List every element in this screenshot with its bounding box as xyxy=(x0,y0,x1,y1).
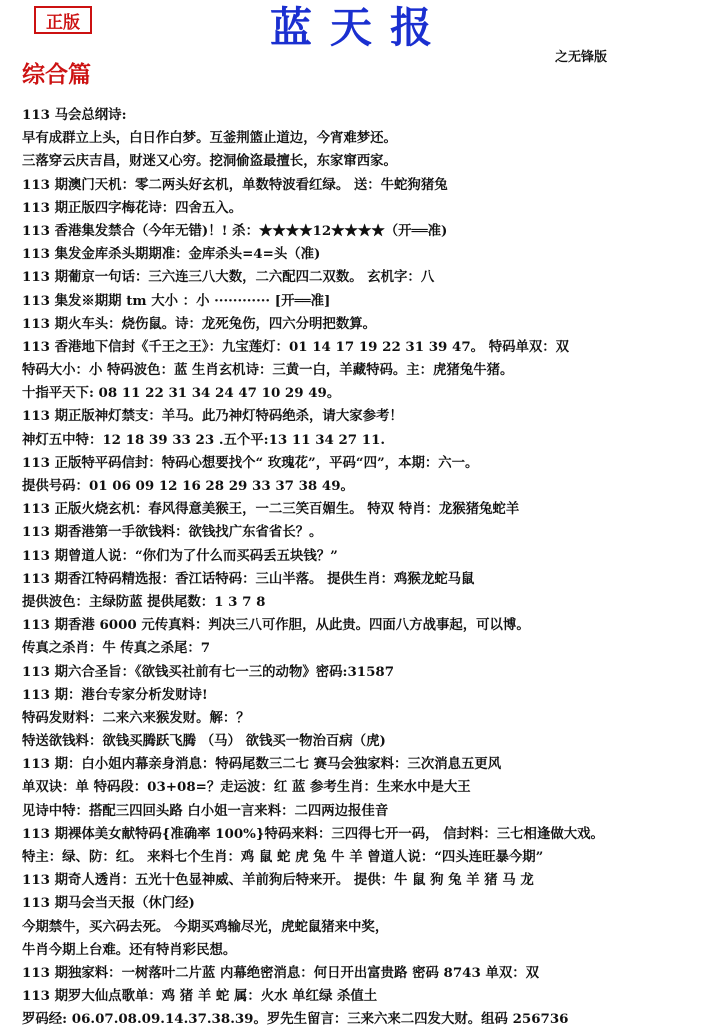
text-line: 113 期正版四字梅花诗：四舍五入。 xyxy=(22,199,243,216)
text-line: 113 期曾道人说：“你们为了什么而买码丢五块钱？” xyxy=(22,547,338,564)
text-line: 单双诀：单 特码段：03+08=？走运波：红 蓝 参考生肖：生来水中是大王 xyxy=(22,779,471,796)
text-line: 113 正版火烧玄机：春风得意美猴王，一二三笑百媚生。 特双 特肖：龙猴猪兔蛇羊 xyxy=(22,501,520,518)
genuine-edition-badge: 正版 xyxy=(34,6,92,34)
text-line: 113 期香江特码精选报：香江话特码：三山半落。 提供生肖：鸡猴龙蛇马鼠 xyxy=(22,570,475,587)
text-line: 113 期裸体美女献特码{准确率 100%}特码来料：三四得七开一码， 信封料：三七相逢做大戏。 xyxy=(22,825,604,842)
text-line: 113 期：港台专家分析发财诗! xyxy=(22,686,208,703)
edition-label: 之无锋版 xyxy=(555,50,608,65)
text-line: 113 期火车头：烧伤鼠。诗：龙死兔伤，四六分明把数算。 xyxy=(22,315,376,332)
text-line: 特主：绿、防：红。 来料七个生肖：鸡 鼠 蛇 虎 兔 牛 羊 曾道人说：“四头连旺暴今期” xyxy=(22,849,544,865)
section-heading: 综合篇 xyxy=(22,61,91,88)
text-line: 113 集发※期期 tm 大小 ：小 ············ [开══准] xyxy=(22,292,331,309)
text-line: 今期禁牛，买六码去死。 今期买鸡输尽光，虎蛇鼠猪来中奖， xyxy=(22,918,389,935)
text-line: 传真之杀肖：牛 传真之杀尾：7 xyxy=(22,640,211,657)
text-line: 特送欲钱料：欲钱买腾跃飞腾 （马） 欲钱买一物治百病（虎) xyxy=(22,733,386,750)
text-line: 特码发财料：二来六来猴发财。解：？ xyxy=(22,709,250,726)
text-line: 十指平天下: 08 11 22 31 34 24 47 10 29 49。 xyxy=(22,385,341,402)
text-line: 提供波色：主绿防蓝 提供尾数：1 3 7 8 xyxy=(22,593,266,610)
text-line: 113 集发金库杀头期期准：金库杀头=4=头（准) xyxy=(22,246,321,263)
text-line: 牛肖今期上台难。还有特肖彩民想。 xyxy=(22,941,237,958)
text-line: 113 期香港 6000 元传真料：判决三八可作胆，从此贵。四面八方战事起，可以博。 xyxy=(22,617,530,634)
text-line: 113 马会总纲诗: xyxy=(22,107,127,123)
text-line: 三落穿云庆吉昌，财迷又心穷。挖洞偷盗最擅长，东家窜西家。 xyxy=(22,153,397,170)
text-line: 113 香港地下信封《千王之王》：九宝莲灯：01 14 17 19 22 31 39 47。 特码单双：双 xyxy=(22,338,570,355)
text-line: 早有成群立上头，白日作白梦。互釜荆篮止道边，今宵难梦还。 xyxy=(22,130,397,147)
text-line: 113 期正版神灯禁支：羊马。此乃神灯特码绝杀，请大家参考！ xyxy=(22,408,403,425)
text-line: 113 期：白小姐内幕亲身消息：特码尾数三二七 赛马会独家料：三次消息五更风 xyxy=(22,756,502,773)
text-line: 113 期澳门天机：零二两头好玄机，单数特波看红绿。 送：牛蛇狗猪兔 xyxy=(22,176,448,193)
text-line: 113 期独家料：一树落叶二片蓝 内幕绝密消息：何日开出富贵路 密码 8743 单双：双 xyxy=(22,964,540,981)
text-line: 113 期葡京一句话：三六连三八大数，二六配四二双数。 玄机字：八 xyxy=(22,269,435,286)
text-line: 113 期马会当天报（休门经) xyxy=(22,895,195,912)
text-line: 113 香港集发禁合（今年无错)！! 杀：★★★★12★★★★（开══准) xyxy=(22,222,448,239)
text-line: 113 期六合圣旨：《欲钱买社前有七一三的动物》密码:31587 xyxy=(22,663,395,680)
text-line: 罗码经: 06.07.08.09.14.37.38.39。罗先生留言：三来六来二四发大财。组码 256736 xyxy=(22,1011,569,1028)
text-line: 113 正版特平码信封：特码心想要找个“ 玫瑰花”，平码“四”，本期：六一。 xyxy=(22,454,479,471)
text-line: 神灯五中特：12 18 39 33 23 .五个平:13 11 34 27 11. xyxy=(22,431,386,448)
text-line: 特码大小：小 特码波色：蓝 生肖玄机诗：三黄一白，羊藏特码。主：虎猪兔牛猪。 xyxy=(22,362,514,379)
newspaper-title: 蓝天报 xyxy=(269,3,450,52)
text-line: 提供号码：01 06 09 12 16 28 29 33 37 38 49。 xyxy=(22,478,354,494)
text-line: 113 期奇人透肖：五光十色显神威、羊前狗后特来开。 提供：牛 鼠 狗 兔 羊 猪 马 龙 xyxy=(22,872,534,889)
text-line: 见诗中特：搭配三四回头路 白小姐一言来料：二四两边报佳音 xyxy=(22,802,389,819)
text-line: 113 期罗大仙点歌单：鸡 猪 羊 蛇 属：火水 单红绿 杀值土 xyxy=(22,988,378,1005)
article-body xyxy=(22,104,707,1032)
text-line: 113 期香港第一手欲钱料：欲钱找广东省省长？。 xyxy=(22,524,323,541)
